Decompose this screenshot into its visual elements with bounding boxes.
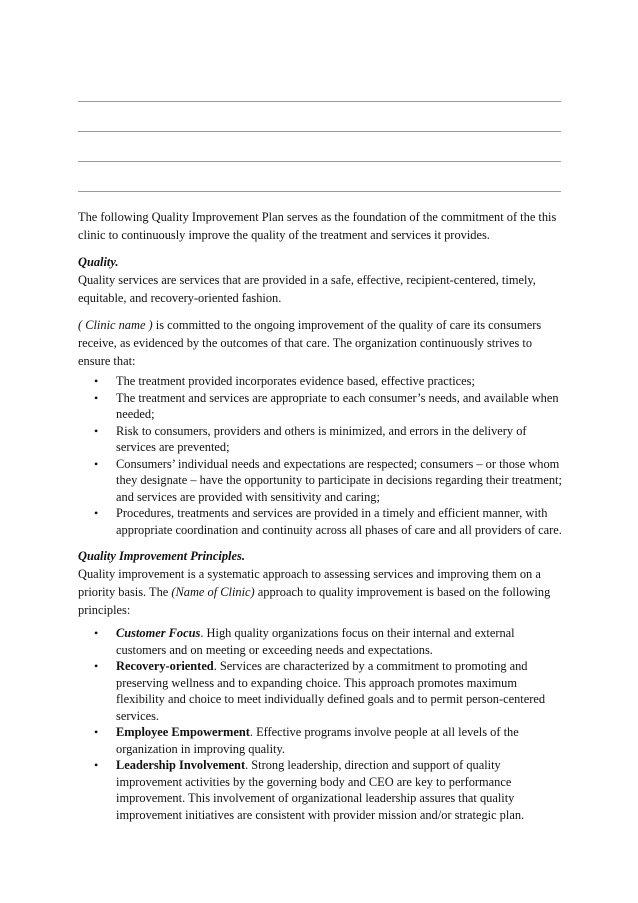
clinic-name-placeholder: ( Clinic name ) xyxy=(78,318,153,332)
list-item xyxy=(78,724,564,757)
list-item: • Risk to consumers, providers and others is minimized, and errors in the delivery of services are prevented; xyxy=(78,423,564,456)
commitment-paragraph xyxy=(78,316,564,370)
blank-line-4 xyxy=(78,191,561,192)
blank-line-1 xyxy=(78,101,561,102)
intro-paragraph: The following Quality Improvement Plan serves as the foundation of the commitment of the this clinic to continuously improve the quality of the treatment and services it provides. xyxy=(78,210,557,242)
principles-section xyxy=(78,547,564,619)
principles-intro xyxy=(78,565,564,619)
principle-lead: Customer Focus xyxy=(116,626,201,640)
list-item xyxy=(78,625,564,658)
principle-text: . Services are characterized by a commitment to promoting and preserving wellness and to expanding choice. This approach promotes maximum flexibility and choice to meet individually defined goals and to permit person-centered services. xyxy=(116,659,546,723)
principle-lead: Recovery-oriented xyxy=(116,659,214,673)
ensure-list xyxy=(78,373,564,538)
clinic-name-placeholder: (Name of Clinic) xyxy=(171,585,255,599)
blank-line-2 xyxy=(78,131,561,132)
list-item xyxy=(78,658,564,724)
commitment-text: is committed to the ongoing improvement of the quality of care its consumers receive, as evidenced by the outcomes of that care. The organization continuously strives to ensure that: xyxy=(78,318,542,368)
list-item: • Procedures, treatments and services are provided in a timely and efficient manner, with appropriate coordination and continuity across all phases of care and all providers of care. xyxy=(78,505,564,538)
blank-line-3 xyxy=(78,161,561,162)
principles-heading: Quality Improvement Principles. xyxy=(78,549,245,563)
principle-lead: Employee Empowerment xyxy=(116,725,250,739)
quality-heading: Quality. xyxy=(78,255,119,269)
quality-definition: Quality services are services that are provided in a safe, effective, recipient-centered, timely, equitable, and recovery-oriented fashion. xyxy=(78,273,536,305)
principle-lead: Leadership Involvement xyxy=(116,758,246,772)
principles-intro-text: approach to quality improvement is based on the following principles: xyxy=(78,585,551,617)
quality-section xyxy=(78,253,564,307)
list-item: • The treatment provided incorporates evidence based, effective practices; xyxy=(78,373,564,390)
list-item xyxy=(78,757,564,823)
principle-text: . High quality organizations focus on their internal and external customers and on meeting or exceeding needs and expectations. xyxy=(116,626,515,657)
principles-intro-text: Quality improvement is a systematic approach to assessing services and improving them on a priority basis. The xyxy=(78,567,541,599)
list-item: • Consumers’ individual needs and expectations are respected; consumers – or those whom they designate – have the opportunity to participate in decisions regarding their treatment; and services are provided with sensitivity and caring; xyxy=(78,456,564,506)
principle-text: . Effective programs involve people at all levels of the organization in improving quality. xyxy=(116,725,519,756)
principle-text: . Strong leadership, direction and support of quality improvement activities by the governing body and CEO are key to performance improvement. This involvement of organizational leadership assures that quality improvement initiatives are consistent with provider mission and/or strategic plan. xyxy=(116,758,525,822)
list-item: • The treatment and services are appropriate to each consumer’s needs, and available when needed; xyxy=(78,390,564,423)
principles-list xyxy=(78,625,564,823)
